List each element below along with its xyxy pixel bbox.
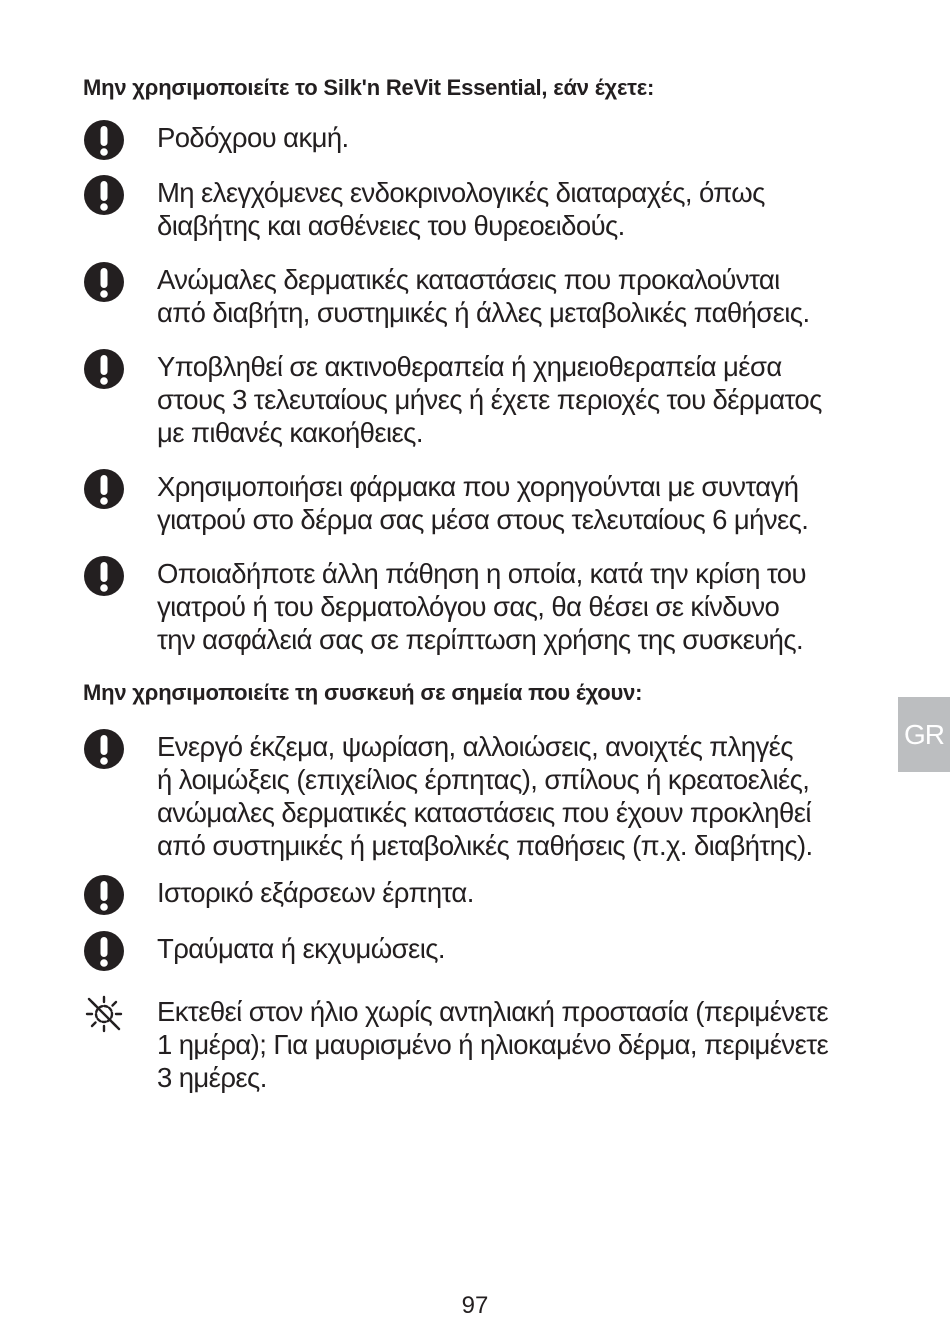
item-text: Υποβληθεί σε ακτινοθεραπεία ή χημειοθεραπεία μέσα στους 3 τελευταίους μήνες ή έχετε περιοχές του δέρματος με πιθανές κακοήθειες. [157, 351, 822, 448]
section1-heading: Μην χρησιμοποιείτε το Silk'n ReVit Essential, εάν έχετε: [83, 75, 655, 100]
page-number: 97 [461, 1292, 489, 1319]
exclamation-icon [83, 174, 125, 216]
language-tab: GR [898, 697, 950, 772]
exclamation-icon [83, 468, 125, 510]
item-text: Ανώμαλες δερματικές καταστάσεις που προκαλούνται από διαβήτη, συστημικές ή άλλες μεταβολικές παθήσεις. [157, 264, 810, 328]
exclamation-icon [83, 930, 125, 972]
item-text: Χρησιμοποιήσει φάρμακα που χορηγούνται με συνταγή γιατρού στο δέρμα σας μέσα στους τελευταίους 6 μήνες. [157, 471, 809, 535]
section2-heading: Μην χρησιμοποιείτε τη συσκευή σε σημεία που έχουν: [83, 680, 643, 705]
no-sun-icon [83, 993, 125, 1035]
exclamation-icon [83, 348, 125, 390]
exclamation-icon [83, 119, 125, 161]
exclamation-icon [83, 261, 125, 303]
item-text: Ιστορικό εξάρσεων έρπητα. [157, 877, 474, 908]
item-text: Ροδόχρου ακμή. [157, 122, 349, 153]
exclamation-icon [83, 555, 125, 597]
item-text: Τραύματα ή εκχυμώσεις. [157, 933, 445, 964]
item-text: Οποιαδήποτε άλλη πάθηση η οποία, κατά την κρίση του γιατρού ή του δερματολόγου σας, θα θέσει σε κίνδυνο την ασφάλειά σας σε περίπτωση χρήσης της συσκευής. [157, 558, 806, 655]
item-text: Εκτεθεί στον ήλιο χωρίς αντηλιακή προστασία (περιμένετε 1 ημέρα); Για μαυρισμένο ή ηλιοκαμένο δέρμα, περιμένετε 3 ημέρες. [157, 996, 829, 1093]
item-text: Μη ελεγχόμενες ενδοκρινολογικές διαταραχές, όπως διαβήτης και ασθένειες του θυρεοειδούς. [157, 177, 765, 241]
exclamation-icon [83, 874, 125, 916]
exclamation-icon [83, 728, 125, 770]
item-text: Ενεργό έκζεμα, ψωρίαση, αλλοιώσεις, ανοιχτές πληγές ή λοιμώξεις (επιχείλιος έρπητας), σπίλους ή κρεατοελιές, ανώμαλες δερματικές καταστάσεις που έχουν προκληθεί από συστημικές ή μεταβολικές παθήσεις (π.χ. διαβήτης). [157, 731, 813, 861]
